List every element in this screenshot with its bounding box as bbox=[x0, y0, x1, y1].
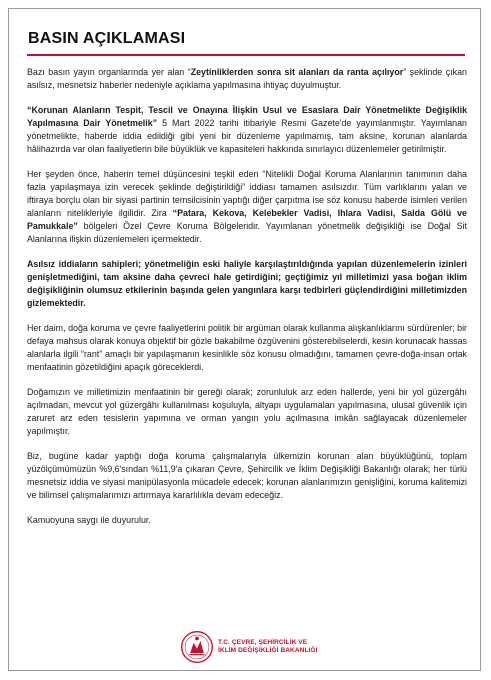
paragraph-text: Doğamızın ve milletimizin menfaatinin bir gereği olarak; zorunluluk arz eden hallerde, yeni bir yol güzergâhı açılmadan, mevcut yol güzergâhı kullanılması koşuluyla, altyapı uygulamaları yapılmasına, ulusal güvenlik için zaruret arz eden tesislerin yapımına ve orman yangın yolu açılmasına imkân sağlayacak düzenlemeler yapılmıştır. bbox=[27, 387, 467, 436]
page-title: BASIN AÇIKLAMASI bbox=[28, 30, 186, 47]
paragraph-text: Biz, bugüne kadar yaptığı doğa koruma çalışmalarıyla ülkemizin korunan alan büyüklüğünü, toplam yüzölçümümüzün %9,6'sından %11,9'a çıkaran Çevre, Şehircilik ve İklim Değişikliği Bakanlığı olarak; her türlü mesnetsiz iddia ve siyasi manipülasyonla mücadele edecek; korunan alanlarımızın genişliğini, koruma kalitemizi ve bilimsel çalışmalarımızı artırmaya kararlılıkla devam edeceğiz. bbox=[27, 451, 467, 500]
title-divider bbox=[27, 54, 465, 56]
paragraph-text: ” şeklinde çıkan asılsız, mesnetsiz haberler nedeniyle açıklama yapılmasına ihtiyaç duyulmuştur. bbox=[27, 67, 467, 90]
bold-text: Zeytinliklerden sonra sit alanları da ranta açılıyor bbox=[190, 67, 404, 77]
bold-text: “Korunan Alanların Tespit, Tescil ve Onayına İlişkin Usul ve Esaslara Dair Yönetmelikte Değişiklik Yapılmasına Dair Yönetmelik” bbox=[27, 105, 467, 128]
ministry-name-line1: T.C. ÇEVRE, ŞEHİRCİLİK VE bbox=[218, 639, 308, 646]
paragraph bbox=[27, 104, 467, 156]
paragraph-text: Bazı basın yayın organlarında yer alan “ bbox=[27, 67, 191, 77]
ministry-emblem-icon bbox=[180, 630, 214, 664]
ministry-name bbox=[218, 639, 317, 655]
paragraph-text: Her daim, doğa koruma ve çevre faaliyetlerini politik bir argüman olarak kullanma alışkanlıklarını sürdürenler; bir defaya mahsus olarak konuya objektif bir gözle bakabilme özgüvenini gösterebilselerdi, kesin korunacak hassas alanlarla ilgili “rant” amaçlı bir yapılaşmanın kesinlikle söz konusu olmadığını, tamamen çevre-doğa-insan ortak menfaatinin gözetildiğini apaçık göreceklerdi. bbox=[27, 323, 467, 372]
bold-text: “Patara, Kekova, Kelebekler Vadisi, Ihlara Vadisi, Salda Gölü ve Pamukkale” bbox=[27, 208, 467, 231]
paragraph-text: Kamuoyuna saygı ile duyurulur. bbox=[27, 515, 151, 525]
footer bbox=[150, 626, 350, 666]
paragraph-text: Her şeyden önce, haberin temel düşüncesini teşkil eden “Nitelikli Doğal Koruma Alanlarının tanımının daha fazla yapılaşmaya izin verecek şeklinde değiştirildiği” iddiası tamamen asılsızdır. Tüm varlıklarını yalan ve iftiraya borçlu olan bir siyasi partinin temsilcisinin yaptığı diğer çarpıtma ise söz konusu haberde isimleri verilen alanların nitelikleriyle ilgilidir. Zira bbox=[27, 169, 467, 218]
ministry-name-line2: İKLİM DEĞİŞİKLİĞİ BAKANLIĞI bbox=[218, 647, 318, 654]
paragraph-text: 5 Mart 2022 tarihi itibariyle Resmi Gazete'de yayımlanmıştır. Yayımlanan yönetmelikte, haberde iddia edildiği gibi yeni bir düzenleme yapılmamış, tam aksine, korunan alanlarda hâlihazırda var olan faaliyetlerin bile büyüklük ve kapasiteleri hakkında sınırlayıcı düzenlemeler getirilmiştir. bbox=[27, 118, 467, 154]
paragraph bbox=[27, 450, 467, 502]
statement-body bbox=[27, 66, 467, 539]
paragraph bbox=[27, 514, 467, 527]
paragraph bbox=[27, 66, 467, 92]
bold-text: Asılsız iddiaların sahipleri; yönetmeliğin eski haliyle karşılaştırıldığında yapılan düzenlemelerin izinleri genişletmediğini, tam aksine daha çevreci hale getirdiğini; geçtiğimiz yıl milletimizi yasa boğan iklim değişikliğinin olumsuz etkilerinin başında gelen yangınlara karşı tedbirleri güçlendirdiğini milletimizden gizlemektedir. bbox=[27, 259, 467, 308]
paragraph-text: bölgeleri Özel Çevre Koruma Bölgeleridir. Yayımlanan yönetmelik değişikliği ise Doğal Sit Alanlarına ilişkin düzenlemeleri içermektedir. bbox=[27, 221, 467, 244]
paragraph bbox=[27, 386, 467, 438]
paragraph bbox=[27, 168, 467, 246]
paragraph bbox=[27, 322, 467, 374]
paragraph bbox=[27, 258, 467, 310]
